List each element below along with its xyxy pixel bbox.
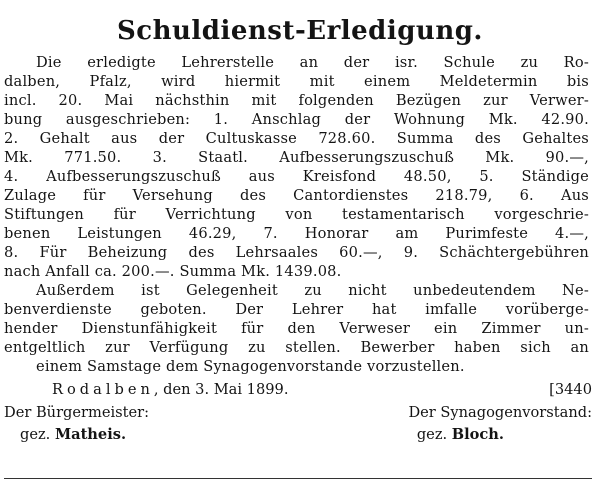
text-line: dalben, Pfalz, wird hiermit mit einem Meldetermin bis	[4, 73, 589, 90]
text-line: benen Leistungen 46.29, 7. Honorar am Purimfeste 4.—,	[4, 225, 589, 242]
reference-number: [3440	[549, 381, 592, 398]
text-line: Außerdem ist Gelegenheit zu nicht unbedeutendem Ne-	[36, 282, 589, 299]
date-line	[4, 381, 592, 399]
text-line: Die erledigte Lehrerstelle an der isr. Schule zu Ro-	[36, 54, 589, 71]
text-line: 4. Aufbesserungszuschuß aus Kreisfond 48.50, 5. Ständige	[4, 168, 589, 185]
text-line: bung ausgeschrieben: 1. Anschlag der Wohnung Mk. 42.90.	[4, 111, 589, 128]
date-text: , den 3. Mai 1899.	[153, 381, 289, 398]
ad-title: Schuldienst-Erledigung.	[117, 16, 483, 46]
board-chair-name: Bloch.	[451, 426, 504, 443]
signature-titles	[4, 404, 592, 422]
synagogue-board-title: Der Synagogenvorstand:	[408, 404, 592, 421]
text-line: hender Dienstunfähigkeit für den Verweser ein Zimmer un-	[4, 320, 589, 337]
bottom-rule	[4, 478, 592, 479]
text-line: 8. Für Beheizung des Lehrsaales 60.—, 9. Schächtergebühren	[4, 244, 589, 261]
signed-prefix: gez.	[416, 426, 452, 443]
text-line: nach Anfall ca. 200.—. Summa Mk. 1439.08.	[4, 263, 342, 280]
text-line: entgeltlich zur Verfügung zu stellen. Bewerber haben sich an	[4, 339, 589, 356]
place-name: Rodalben	[52, 381, 154, 398]
mayor-name: Matheis.	[54, 426, 127, 443]
text-line: benverdienste geboten. Der Lehrer hat imfalle vorüberge-	[4, 301, 589, 318]
text-line: Stiftungen für Verrichtung von testamentarisch vorgeschrie-	[4, 206, 589, 223]
text-line: incl. 20. Mai nächsthin mit folgenden Bezügen zur Verwer-	[4, 92, 589, 109]
signed-prefix: gez.	[20, 426, 55, 443]
text-line: einem Samstage dem Synagogenvorstande vorzustellen.	[36, 358, 465, 375]
signature-names	[4, 426, 592, 444]
text-line: Mk. 771.50. 3. Staatl. Aufbesserungszuschuß Mk. 90.—,	[4, 149, 589, 166]
mayor-title: Der Bürgermeister:	[4, 404, 150, 421]
text-line: Zulage für Versehung des Cantordienstes 218.79, 6. Aus	[4, 187, 589, 204]
text-line: 2. Gehalt aus der Cultuskasse 728.60. Summa des Gehaltes	[4, 130, 589, 147]
